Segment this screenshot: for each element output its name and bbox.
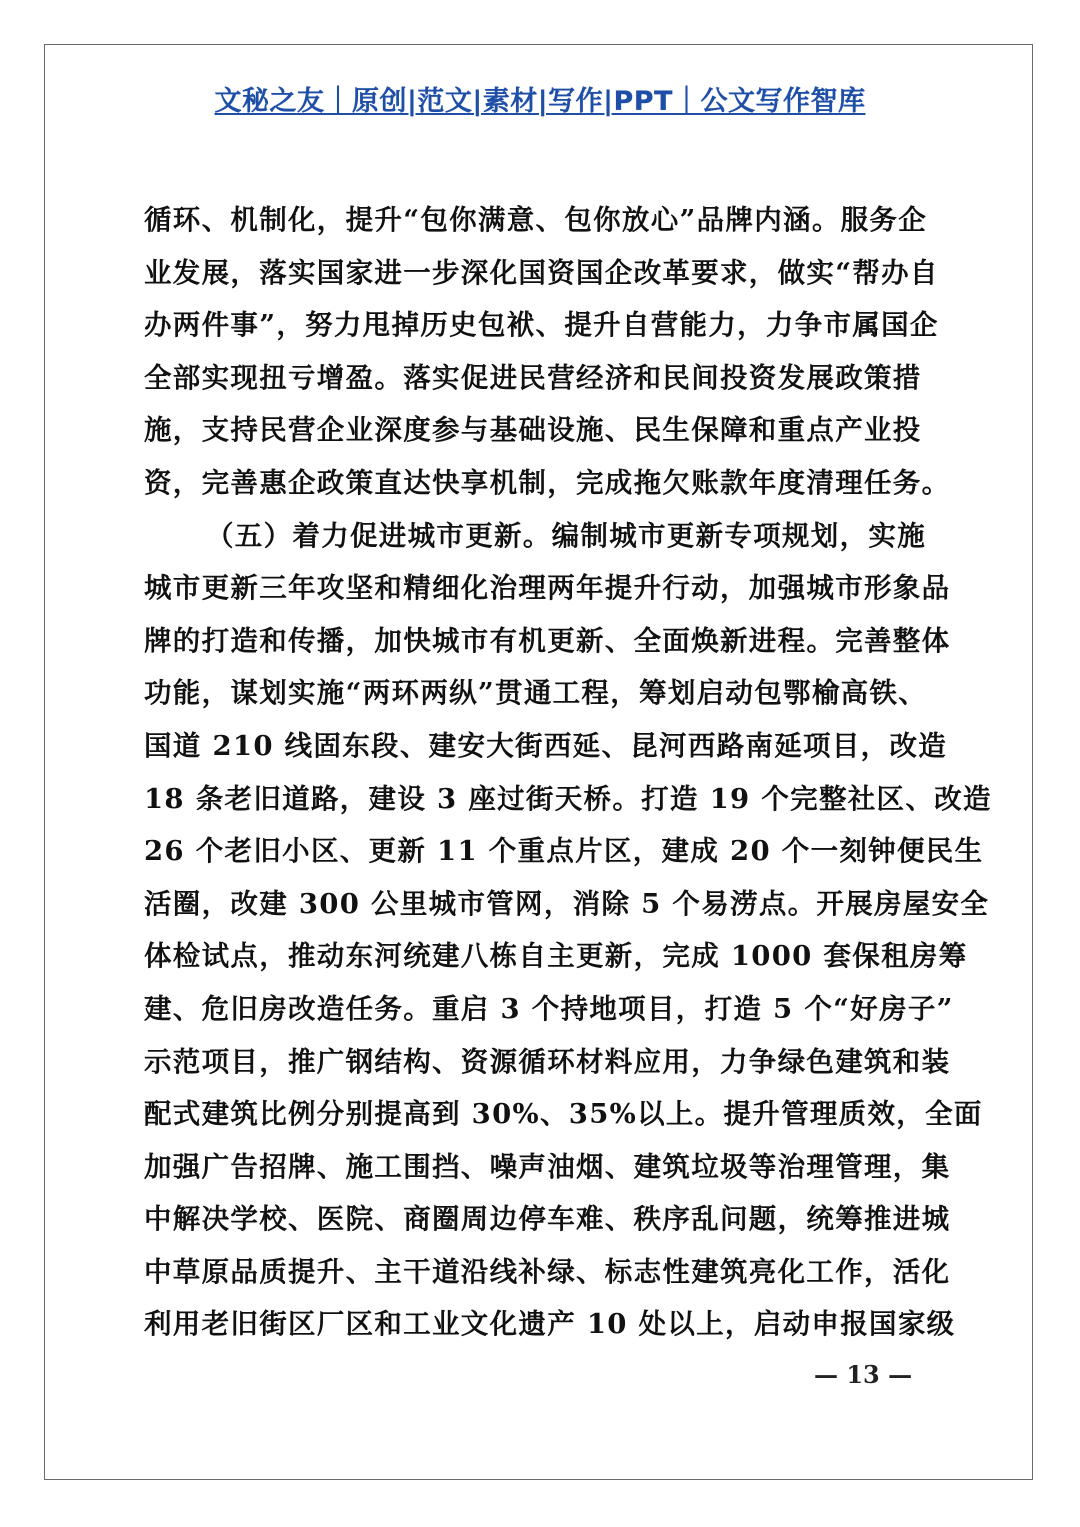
document-body xyxy=(144,194,992,1351)
body-line: 体检试点，推动东河统建八栋自主更新，完成 1000 套保租房筹 xyxy=(144,940,968,973)
body-line: 国道 210 线固东段、建安大街西延、昆河西路南延项目，改造 xyxy=(144,729,948,762)
body-line: 活圈，改建 300 公里城市管网，消除 5 个易涝点。开展房屋安全 xyxy=(144,887,990,920)
body-line: 示范项目，推广钢结构、资源循环材料应用，力争绿色建筑和装 xyxy=(144,1045,951,1078)
section-heading-line: （五）着力促进城市更新。编制城市更新专项规划，实施 xyxy=(206,519,926,552)
body-line: 加强广告招牌、施工围挡、噪声油烟、建筑垃圾等治理管理，集 xyxy=(144,1150,951,1183)
body-line: 中解决学校、医院、商圈周边停车难、秩序乱问题，统筹推进城 xyxy=(144,1203,951,1236)
body-line: 配式建筑比例分别提高到 30%、35%以上。提升管理质效，全面 xyxy=(144,1098,983,1131)
body-line: 功能，谋划实施“两环两纵”贯通工程，筹划启动包鄂榆高铁、 xyxy=(144,677,928,710)
body-line: 牌的打造和传播，加快城市有机更新、全面焕新进程。完善整体 xyxy=(144,624,951,657)
body-line: 18 条老旧道路，建设 3 座过街天桥。打造 19 个完整社区、改造 xyxy=(144,782,992,815)
body-line: 循环、机制化，提升“包你满意、包你放心”品牌内涵。服务企 xyxy=(144,204,928,236)
body-line: 中草原品质提升、主干道沿线补绿、标志性建筑亮化工作，活化 xyxy=(144,1255,951,1288)
body-line: 施，支持民营企业深度参与基础设施、民生保障和重点产业投 xyxy=(144,414,922,447)
body-line: 建、危旧房改造任务。重启 3 个持地项目，打造 5 个“好房子” xyxy=(144,992,954,1025)
body-line: 办两件事”，努力甩掉历史包袱、提升自营能力，力争市属国企 xyxy=(144,309,939,342)
page-number: — 13 — xyxy=(814,1360,913,1389)
body-line: 业发展，落实国家进一步深化国资国企改革要求，做实“帮办自 xyxy=(144,256,939,289)
body-line: 利用老旧街区厂区和工业文化遗产 10 处以上，启动申报国家级 xyxy=(144,1308,956,1341)
page-header xyxy=(0,79,1080,118)
body-line: 26 个老旧小区、更新 11 个重点片区，建成 20 个一刻钟便民生 xyxy=(144,835,984,868)
header-link[interactable]: 文秘之友｜原创|范文|素材|写作|PPT｜公文写作智库 xyxy=(214,86,866,117)
body-line: 城市更新三年攻坚和精细化治理两年提升行动，加强城市形象品 xyxy=(144,572,951,605)
body-line: 全部实现扭亏增盈。落实促进民营经济和民间投资发展政策措 xyxy=(144,361,922,394)
body-line: 资，完善惠企政策直达快享机制，完成拖欠账款年度清理任务。 xyxy=(144,466,951,499)
